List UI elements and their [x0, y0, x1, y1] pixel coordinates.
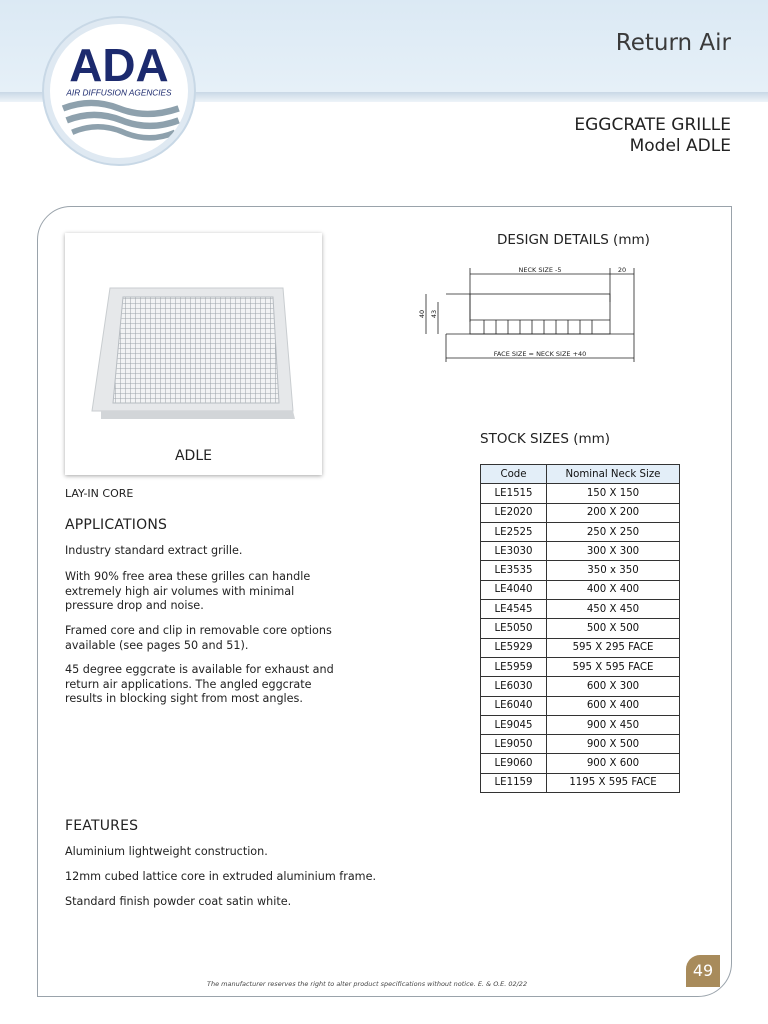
code-cell: LE6040 [481, 696, 547, 715]
column-header-code: Code [481, 465, 547, 484]
design-drawing [414, 262, 644, 372]
table-row [481, 773, 680, 792]
table-row [481, 696, 680, 715]
code-cell: LE6030 [481, 677, 547, 696]
neck-size-cell: 595 X 295 FACE [547, 638, 680, 657]
applications-paragraph: Framed core and clip in removable core options available (see pages 50 and 51). [65, 624, 332, 652]
table-row [481, 542, 680, 561]
applications-heading: APPLICATIONS [65, 517, 168, 533]
neck-size-cell: 900 X 600 [547, 754, 680, 773]
code-cell: LE9045 [481, 715, 547, 734]
code-cell: LE5050 [481, 619, 547, 638]
stock-sizes-title: STOCK SIZES (mm) [480, 431, 611, 447]
neck-size-cell: 350 x 350 [547, 561, 680, 580]
flange-label: 20 [617, 266, 627, 274]
code-cell: LE5959 [481, 657, 547, 676]
neck-size-cell: 500 X 500 [547, 619, 680, 638]
table-row [481, 619, 680, 638]
table-row [481, 580, 680, 599]
eggcrate-grille-photo [65, 233, 322, 443]
product-photo-card [65, 233, 322, 475]
neck-size-cell: 200 X 200 [547, 503, 680, 522]
logo-subtext: AIR DIFFUSION AGENCIES [66, 88, 172, 98]
code-cell: LE4040 [481, 580, 547, 599]
neck-size-cell: 400 X 400 [547, 580, 680, 599]
code-cell: LE3535 [481, 561, 547, 580]
neck-size-cell: 450 X 450 [547, 600, 680, 619]
code-cell: LE5929 [481, 638, 547, 657]
height-43-label: 43 [430, 309, 438, 319]
table-row [481, 657, 680, 676]
logo-graphic [50, 24, 188, 158]
applications-paragraph: With 90% free area these grilles can handle extremely high air volumes with minimal pressure drop and noise. [65, 570, 311, 612]
table-row [481, 561, 680, 580]
code-cell: LE3030 [481, 542, 547, 561]
height-40-label: 40 [418, 309, 426, 319]
features-paragraph: Standard finish powder coat satin white. [65, 895, 292, 908]
neck-size-cell: 250 X 250 [547, 522, 680, 541]
applications-paragraph: Industry standard extract grille. [65, 544, 243, 557]
code-cell: LE9050 [481, 735, 547, 754]
column-header-neck-size: Nominal Neck Size [547, 465, 680, 484]
code-cell: LE2020 [481, 503, 547, 522]
lay-in-core-label: LAY-IN CORE [65, 487, 134, 500]
features-paragraph: Aluminium lightweight construction. [65, 845, 268, 858]
page-number: 49 [686, 955, 720, 987]
design-details-title: DESIGN DETAILS (mm) [497, 232, 650, 248]
section-title: Return Air [615, 30, 731, 56]
product-title [574, 115, 731, 157]
table-row [481, 522, 680, 541]
neck-size-cell: 600 X 300 [547, 677, 680, 696]
neck-size-cell: 900 X 500 [547, 735, 680, 754]
code-cell: LE9060 [481, 754, 547, 773]
neck-size-cell: 150 X 150 [547, 484, 680, 503]
product-name: EGGCRATE GRILLE [574, 115, 731, 135]
neck-size-cell: 600 X 400 [547, 696, 680, 715]
code-cell: LE2525 [481, 522, 547, 541]
table-row [481, 677, 680, 696]
table-row [481, 503, 680, 522]
features-paragraph: 12mm cubed lattice core in extruded aluminium frame. [65, 870, 377, 883]
stock-table-body [481, 484, 680, 793]
stock-sizes-table [480, 464, 680, 793]
neck-size-cell: 300 X 300 [547, 542, 680, 561]
features-heading: FEATURES [65, 818, 139, 834]
table-row [481, 484, 680, 503]
table-row [481, 754, 680, 773]
table-row [481, 715, 680, 734]
product-model: Model ADLE [629, 136, 731, 156]
disclaimer: The manufacturer reserves the right to alter product specifications without notice. E. & O.E. 02/22 [207, 980, 528, 988]
applications-paragraph: 45 degree eggcrate is available for exhaust and return air applications. The angled eggcrate results in blocking sight from most angles. [65, 663, 334, 705]
neck-size-cell: 900 X 450 [547, 715, 680, 734]
code-cell: LE4545 [481, 600, 547, 619]
neck-size-cell: 1195 X 595 FACE [547, 773, 680, 792]
photo-caption: ADLE [174, 448, 212, 464]
neck-size-label: NECK SIZE -5 [518, 266, 562, 274]
neck-size-cell: 595 X 595 FACE [547, 657, 680, 676]
code-cell: LE1159 [481, 773, 547, 792]
face-size-label: FACE SIZE = NECK SIZE +40 [493, 350, 587, 358]
code-cell: LE1515 [481, 484, 547, 503]
table-row [481, 600, 680, 619]
table-row [481, 735, 680, 754]
ada-logo [44, 18, 194, 164]
table-header-row [481, 465, 680, 484]
table-row [481, 638, 680, 657]
logo-text: ADA [69, 38, 169, 91]
